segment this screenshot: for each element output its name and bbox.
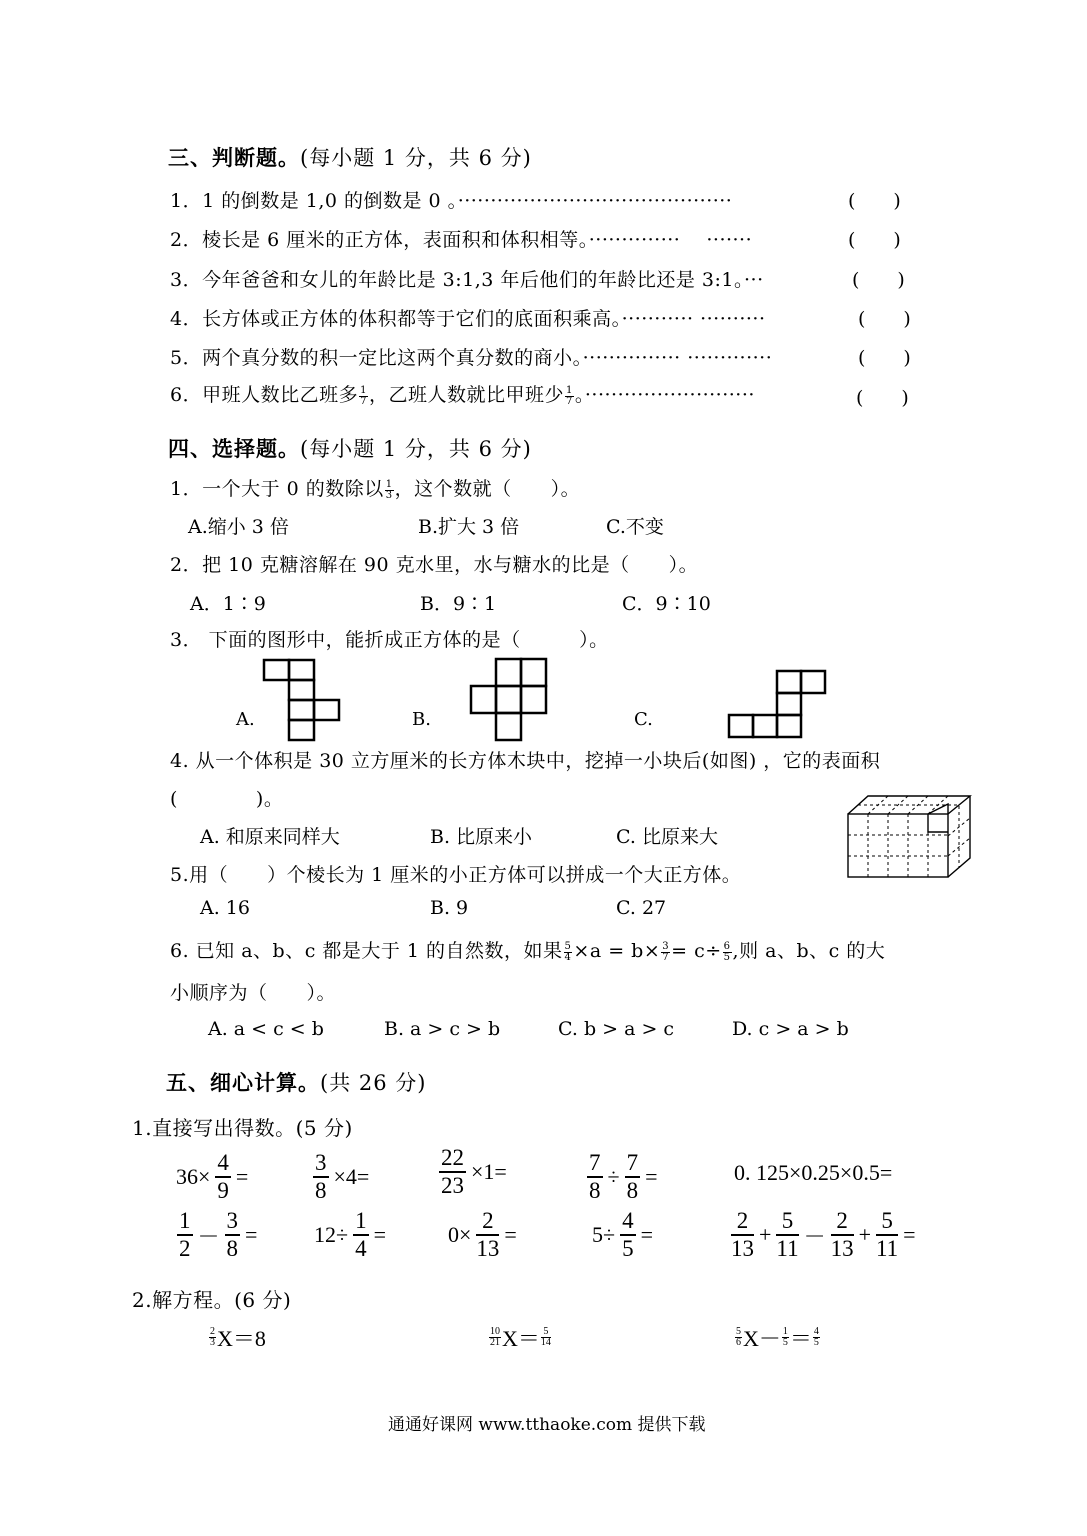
fraction: $\frac{1}{3}$ — [385, 478, 393, 501]
equation-2[interactable]: 10 21 X＝ 5 14 — [490, 1326, 551, 1351]
section-3-title: 三、判断题。 — [168, 145, 300, 170]
calc-6[interactable]: 1 2 － $\frac{3}{8}$ = — [179, 1208, 258, 1261]
fraction: $\frac{22}{23}$ — [441, 1145, 464, 1198]
calc-9[interactable]: 5÷ $\frac{4}{5}$ = — [592, 1208, 653, 1261]
footer-credit: 通通好课网 www.tthaoke.com 提供下载 — [388, 1415, 706, 1435]
q4-option-a[interactable]: A. 和原来同样大 — [200, 826, 340, 848]
choice-q4-line2: ( )。 — [170, 788, 284, 810]
fraction: $\frac{7}{8}$ — [626, 1150, 639, 1203]
calc-5[interactable]: 0. 125×0.25×0.5= — [734, 1160, 893, 1185]
cube-net-a-diagram — [262, 658, 342, 742]
section-4-heading — [168, 433, 532, 463]
q3-option-b[interactable]: B. — [412, 709, 431, 730]
judge-item-1: 1．1 的倒数是 1,0 的倒数是 0 。·········································· — [170, 190, 733, 212]
section-5-heading — [166, 1067, 426, 1097]
fraction: 2 13 — [830, 1208, 854, 1261]
judge-answer-4[interactable]: ( ) — [858, 308, 911, 330]
subsection-equations: 2.解方程。(6 分) — [132, 1288, 292, 1312]
q2-option-b[interactable]: B．9∶1 — [420, 593, 497, 615]
calc-1[interactable]: 36× $\frac{4}{9}$ = — [176, 1150, 249, 1203]
fraction: 2 3 — [210, 1326, 215, 1348]
fraction: $\frac{7}{8}$ — [589, 1150, 601, 1203]
section-3-points: (每小题 1 分，共 6 分) — [300, 146, 532, 170]
q5-option-b[interactable]: B. 9 — [430, 897, 469, 919]
cube-net-b-diagram — [469, 657, 549, 742]
q6-option-a[interactable]: A. a < c < b — [208, 1018, 324, 1040]
q5-option-c[interactable]: C. 27 — [616, 897, 667, 919]
fraction: 10 21 — [490, 1326, 500, 1348]
calc-10[interactable]: 2 13 + $\frac{5}{11}$ － 2 13 + $\frac{5}{11}$ = — [731, 1208, 916, 1261]
cuboid-with-cutout-diagram — [846, 794, 972, 880]
fraction: $\frac{1}{7}$ — [566, 384, 573, 407]
judge-item-2: 2．棱长是 6 厘米的正方体，表面积和体积相等。·············· ······· — [170, 229, 753, 251]
fraction: 1 2 — [179, 1208, 191, 1261]
q4-option-c[interactable]: C. 比原来大 — [616, 826, 718, 848]
calc-7[interactable]: 12÷ $\frac{1}{4}$ = — [314, 1208, 386, 1261]
fraction: $\frac{4}{5}$ — [622, 1208, 634, 1261]
choice-q6-line2: 小顺序为（ ）。 — [170, 982, 337, 1004]
fraction: 4 5 — [813, 1326, 819, 1348]
q3-option-c[interactable]: C. — [634, 709, 653, 730]
choice-q6: 6. 已知 a、b、c 都是大于 1 的自然数，如果 $\frac{5}{4}$ ×a = b× $\frac{3}{7}$ = c÷ $\frac{6}{5}$ ,则 a、b、c 的大 — [170, 940, 886, 963]
choice-q1: 1．一个大于 0 的数除以 $\frac{1}{3}$ ，这个数就（ ）。 — [170, 478, 581, 501]
fraction: $\frac{3}{8}$ — [315, 1150, 327, 1203]
section-3-heading — [168, 142, 532, 172]
fraction: 5 6 — [736, 1326, 741, 1348]
fraction: 1 5 — [782, 1326, 788, 1348]
q1-option-a[interactable]: A.缩小 3 倍 — [188, 516, 289, 538]
q3-option-a[interactable]: A. — [236, 709, 255, 730]
choice-q2: 2．把 10 克糖溶解在 90 克水里，水与糖水的比是（ ）。 — [170, 554, 699, 576]
q6-option-c[interactable]: C. b > a > c — [558, 1018, 675, 1040]
calc-2[interactable]: $\frac{3}{8}$ ×4= — [315, 1150, 370, 1203]
q6-option-d[interactable]: D. c > a > b — [732, 1018, 849, 1040]
equation-1[interactable]: 2 3 X＝8 — [210, 1326, 266, 1351]
section-5-title: 五、细心计算。 — [166, 1070, 320, 1095]
section-4-points: (每小题 1 分，共 6 分) — [300, 437, 532, 461]
choice-q5: 5.用（ ）个棱长为 1 厘米的小正方体可以拼成一个大正方体。 — [170, 864, 742, 886]
calc-4[interactable]: $\frac{7}{8}$ ÷ $\frac{7}{8}$ = — [589, 1150, 658, 1203]
fraction: $\frac{3}{8}$ — [226, 1208, 239, 1261]
q5-option-a[interactable]: A. 16 — [200, 897, 250, 919]
q6-option-b[interactable]: B. a > c > b — [384, 1018, 501, 1040]
q1-option-b[interactable]: B.扩大 3 倍 — [418, 516, 520, 538]
calc-8[interactable]: 0× $\frac{2}{13}$ = — [448, 1208, 517, 1261]
judge-answer-1[interactable]: ( ) — [848, 190, 901, 212]
q4-option-b[interactable]: B. 比原来小 — [430, 826, 533, 848]
cube-net-c-diagram — [727, 669, 827, 739]
fraction: $\frac{1}{4}$ — [355, 1208, 367, 1261]
judge-answer-3[interactable]: ( ) — [852, 269, 905, 291]
q2-option-a[interactable]: A．1∶9 — [190, 593, 266, 615]
fraction: $\frac{6}{5}$ — [723, 940, 731, 963]
section-4-title: 四、选择题。 — [168, 436, 300, 461]
fraction: 2 13 — [731, 1208, 754, 1261]
calc-3[interactable]: $\frac{22}{23}$ ×1= — [441, 1145, 507, 1198]
judge-answer-2[interactable]: ( ) — [848, 229, 901, 251]
equation-3[interactable]: 5 6 X－ 1 5 ＝ 4 5 — [736, 1326, 819, 1351]
fraction: $\frac{5}{11}$ — [876, 1208, 899, 1261]
judge-answer-5[interactable]: ( ) — [858, 347, 911, 369]
fraction: $\frac{2}{13}$ — [476, 1208, 500, 1261]
subsection-direct-answers: 1.直接写出得数。(5 分) — [132, 1116, 353, 1140]
fraction: $\frac{5}{11}$ — [776, 1208, 799, 1261]
q2-option-c[interactable]: C．9∶10 — [622, 593, 711, 615]
fraction: $\frac{3}{7}$ — [662, 940, 670, 963]
choice-q4: 4. 从一个体积是 30 立方厘米的长方体木块中，挖掉一小块后(如图) ，它的表面积 — [170, 750, 881, 772]
fraction: $\frac{1}{7}$ — [360, 384, 367, 407]
judge-item-4: 4．长方体或正方体的体积都等于它们的底面积乘高。··········· ·········· — [170, 308, 766, 330]
fraction: $\frac{5}{4}$ — [564, 940, 572, 963]
choice-q3: 3． 下面的图形中，能折成正方体的是（ ）。 — [170, 629, 609, 651]
judge-answer-6[interactable]: ( ) — [856, 387, 909, 409]
q1-option-c[interactable]: C.不变 — [606, 516, 664, 538]
section-5-points: (共 26 分) — [320, 1071, 427, 1095]
judge-item-6: 6．甲班人数比乙班多 $\frac{1}{7}$ ，乙班人数就比甲班少 $\frac{1}{7}$ 。·························· — [170, 384, 755, 407]
judge-item-3: 3．今年爸爸和女儿的年龄比是 3:1,3 年后他们的年龄比还是 3:1。··· — [170, 269, 764, 291]
fraction: 5 14 — [540, 1326, 551, 1348]
fraction: $\frac{4}{9}$ — [217, 1150, 229, 1203]
judge-item-5: 5．两个真分数的积一定比这两个真分数的商小。··············· ············· — [170, 347, 773, 369]
